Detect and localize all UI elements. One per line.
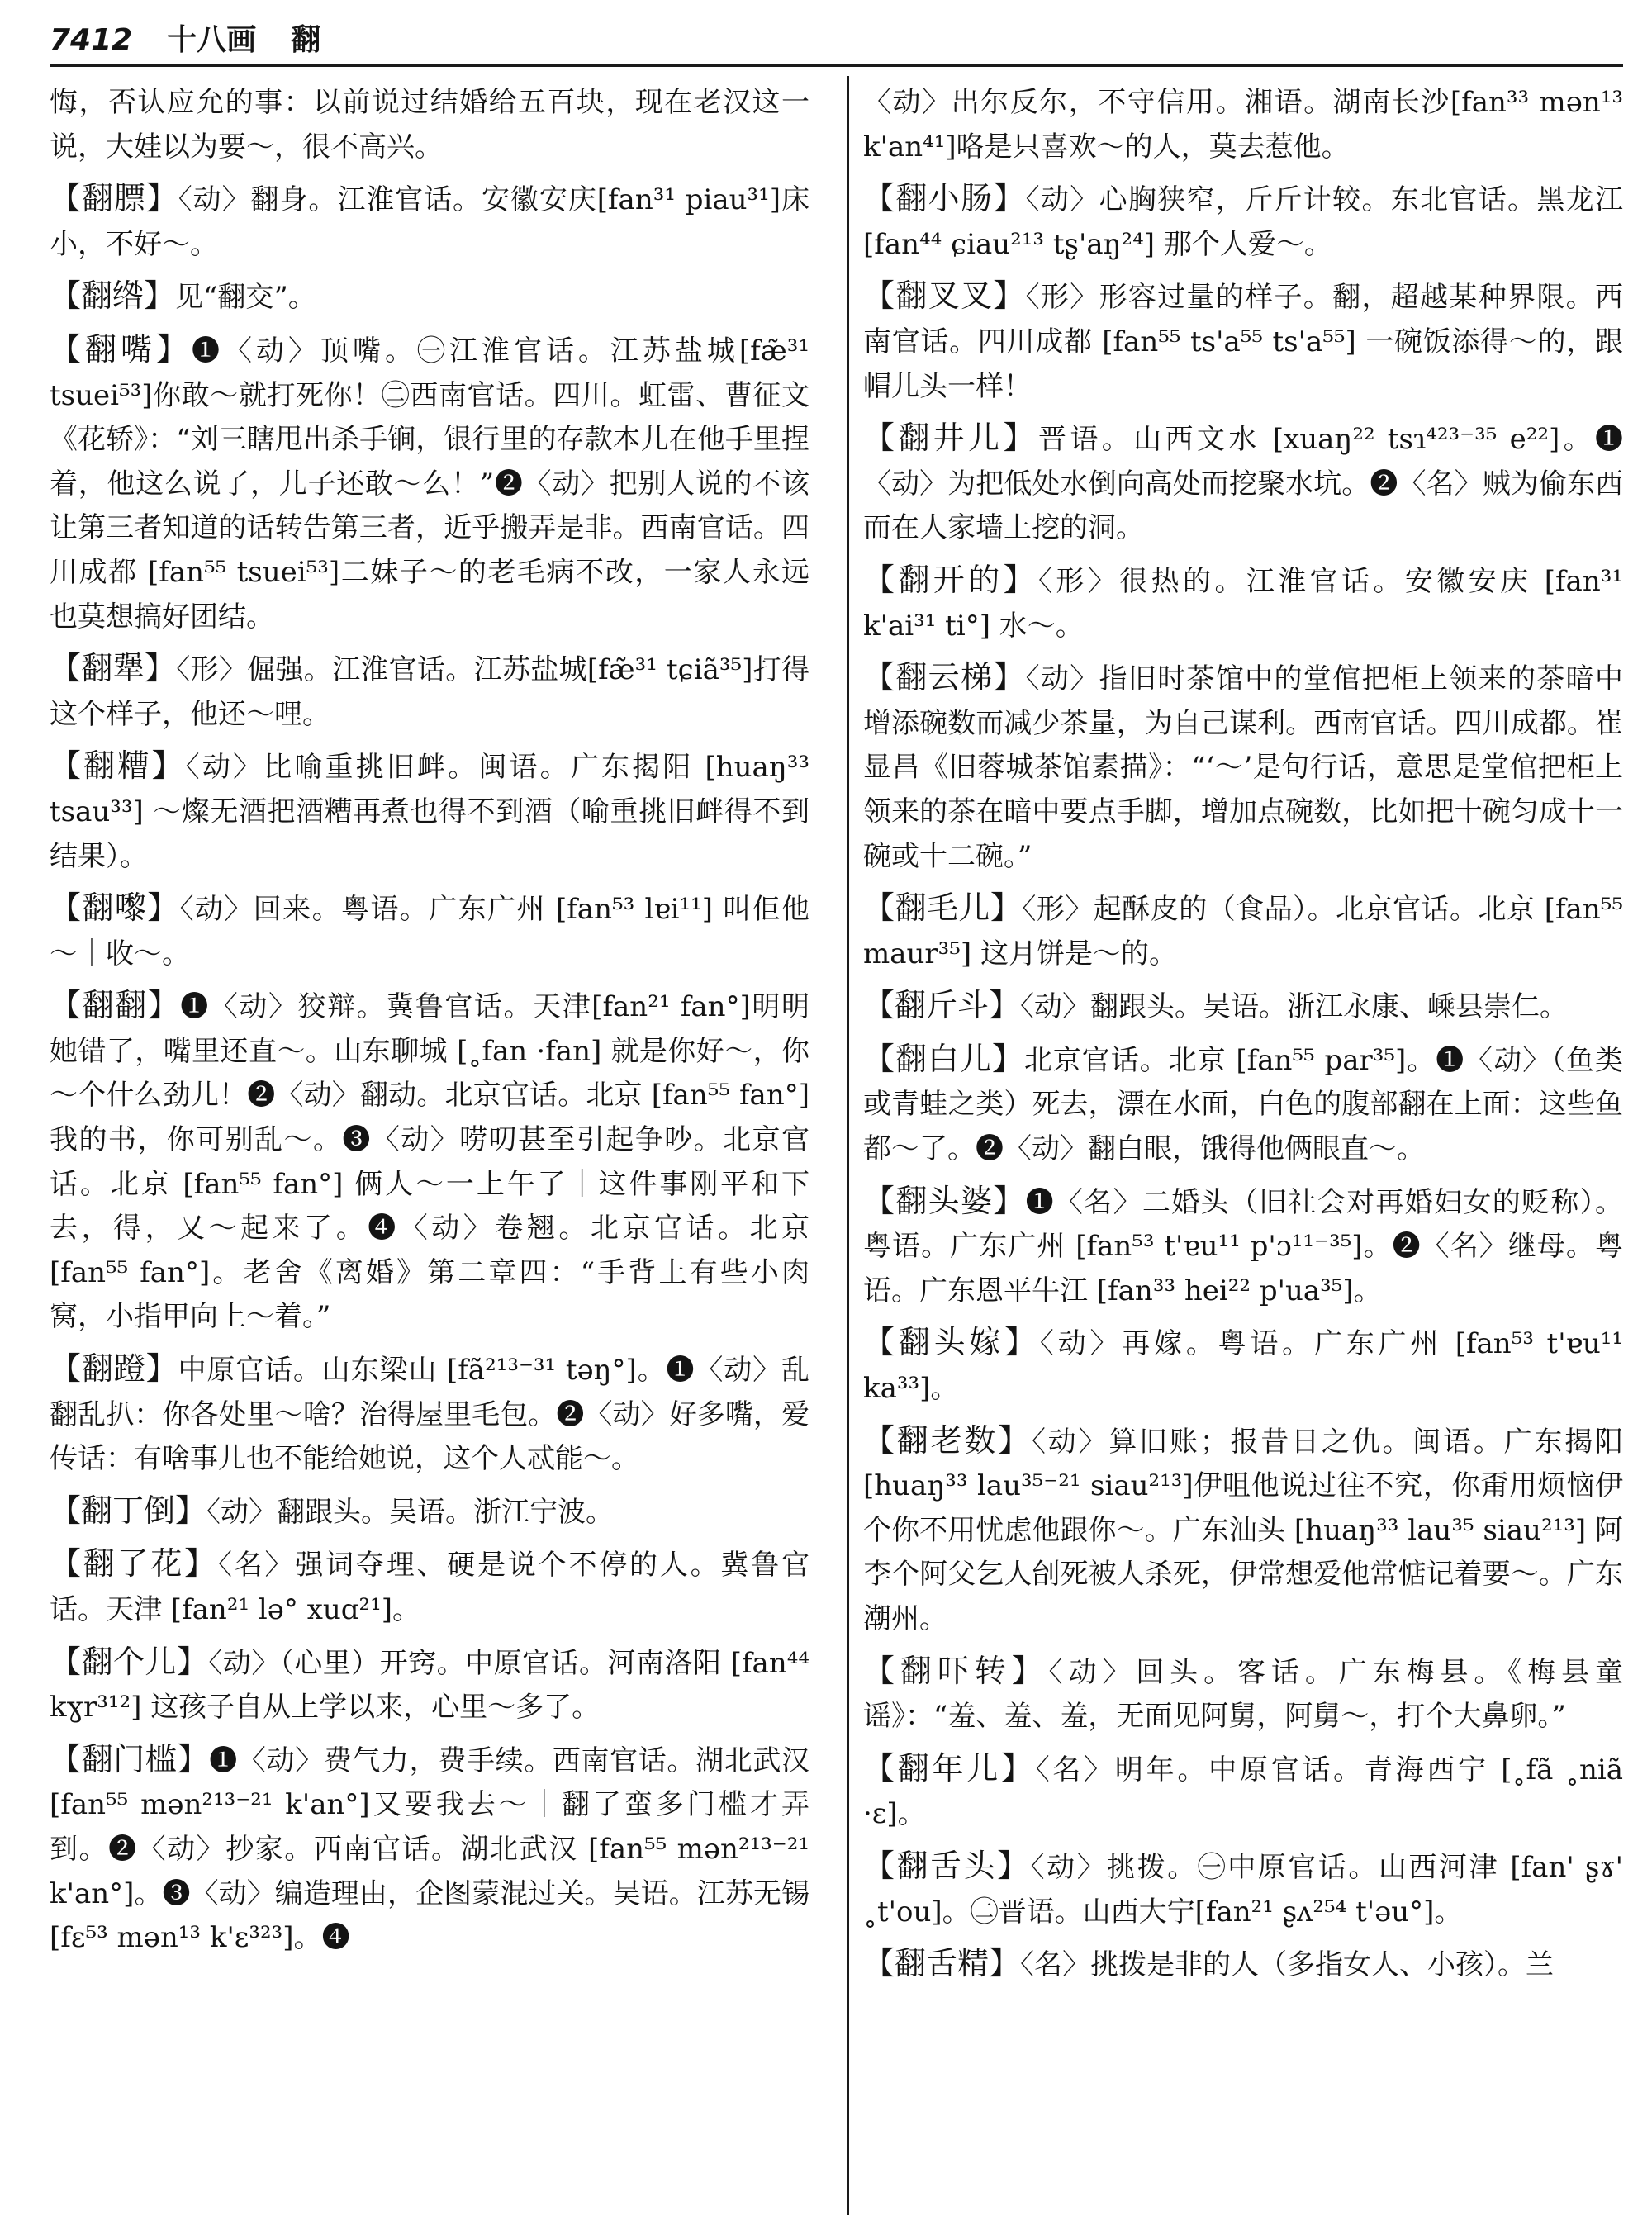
entry-headword: 【翻云梯】 [863,659,1026,696]
dictionary-entry [50,886,809,976]
dictionary-entry [863,274,1623,409]
entry-text: 〈形〉很热的。江淮官话。安徽安庆 [fan³¹ k'ai³¹ ti°] 水～。 [863,564,1623,643]
entry-text: ❶〈动〉顶嘴。㊀江淮官话。江苏盐城[fæ̃³¹ tsuei⁵³]你敢～就打死你！㊁西南官话。四川。虹雷、曹征文《花轿》：“刘三瞎甩出杀手锏，银行里的存款本儿在他手里捏着，他这么说了，儿子还敢～么！”❷〈动〉把别人说的不该让第三者知道的话转告第三者，近乎搬弄是非。西南官话。四川成都 [fan⁵⁵ tsuei⁵³]二妹子～的老毛病不改，一家人永远也莫想搞好团结。 [50,334,809,633]
entry-text: 〈动〉比喻重挑旧衅。闽语。广东揭阳 [huaŋ³³ tsau³³] ～燦无酒把酒糟再煮也得不到酒（喻重挑旧衅得不到结果）。 [50,751,809,873]
header-rule [50,64,1623,67]
dictionary-entry [50,744,809,879]
dictionary-entry [50,1489,809,1535]
dictionary-entry [50,177,809,267]
entry-text: 〈动〉出尔反尔，不守信用。湘语。湖南长沙[fan³³ mən¹³ k'an⁴¹]咯是只喜欢～的人，莫去惹他。 [863,86,1623,164]
entry-headword: 【翻丁倒】 [50,1492,207,1529]
dictionary-entry [50,647,809,737]
page-number: 7412 [50,23,133,57]
entry-text: ❶〈动〉费气力，费手续。西南官话。湖北武汉 [fan⁵⁵ mən²¹³⁻²¹ k'an°]又要我去～｜翻了蛮多门槛才弄到。❷〈动〉抄家。西南官话。湖北武汉 [fan⁵⁵ mən²¹³⁻²¹ k'an°]。❸〈动〉编造理由，企图蒙混过关。吴语。江苏无锡 [fɛ⁵³ mən¹³ k'ɛ³²³]。❹ [50,1744,809,1955]
entry-headword: 【翻斤斗】 [863,987,1021,1024]
entry-headword: 【翻白儿】 [863,1040,1024,1077]
entry-headword: 【翻开的】 [863,561,1039,598]
dictionary-entry [863,1419,1623,1642]
entry-headword: 【翻糟】 [50,747,186,785]
left-column [50,79,809,1968]
dictionary-entry [50,1347,809,1482]
entry-headword: 【翻个儿】 [50,1643,209,1680]
dictionary-entry [863,1037,1623,1172]
entry-text: ❶〈动〉狡辩。冀鲁官话。天津[fan²¹ fan°]明明她错了，嘴里还直～。山东聊城 [˳fan ·fan] 就是你好～，你～个什么劲儿！❷〈动〉翻动。北京官话。北京 [fan⁵⁵ fan°] 我的书，你可别乱～。❸〈动〉唠叨甚至引起争吵。北京官话。北京 [fan⁵⁵ fan°] 俩人～一上午了｜这件事刚平和下去，得，又～起来了。❹〈动〉卷翘。北京官话。北京 [fan⁵⁵ fan°]。老舍《离婚》第二章四：“手背上有些小肉窝，小指甲向上～着。” [50,990,809,1334]
dictionary-entry [863,558,1623,648]
dictionary-entry [863,1747,1623,1837]
entry-text: 〈动〉翻身。江淮官话。安徽安庆[fan³¹ piau³¹]床小，不好～。 [50,183,809,261]
entry-text: 〈动〉（心里）开窍。中原官话。河南洛阳 [fan⁴⁴ kɣr³¹²] 这孩子自从上学以来，心里～多了。 [50,1646,809,1725]
entry-headword: 【翻蹬】 [50,1350,178,1388]
header-character: 翻 [291,22,321,57]
entry-text: 〈动〉翻跟头。吴语。浙江永康、嵊县崇仁。 [1020,990,1569,1024]
entry-headword: 【翻老数】 [863,1421,1032,1459]
entry-headword: 【翻舌精】 [863,1945,1021,1982]
entry-text: 〈动〉回头。客话。广东梅县。《梅县童谣》：“羞、羞、羞，无面见阿舅，阿舅～，打个大鼻卵。” [863,1655,1623,1734]
dictionary-entry [863,1844,1623,1934]
entry-headword: 【翻嘴】 [50,330,192,368]
dictionary-entry [50,328,809,639]
column-divider [847,76,849,2215]
entry-text: 〈名〉挑拨是非的人（多指女人、小孩）。兰 [1020,1948,1555,1982]
dictionary-entry [863,1321,1623,1411]
dictionary-entry [50,1542,809,1632]
entry-text: 〈动〉算旧账；报昔日之仇。闽语。广东揭阳 [huaŋ³³ lau³⁵⁻²¹ siau²¹³]伊咀他说过往不究，你甭用烦恼伊个你不用忧虑他跟你～。广东汕头 [huaŋ³³ lau³⁵ siau²¹³] 阿李个阿父乞人刣死被人杀死，伊常想爱他常惦记着要～。广东潮州。 [863,1425,1623,1635]
dictionary-entry [863,79,1623,169]
entry-text: 〈动〉心胸狭窄，斤斤计较。东北官话。黑龙江 [fan⁴⁴ ɕiau²¹³ tʂ'aŋ²⁴] 那个人爱～。 [863,183,1623,261]
entry-text: 〈形〉形容过量的样子。翻，超越某种界限。西南官话。四川成都 [fan⁵⁵ ts'a⁵⁵ ts'a⁵⁵] 一碗饭添得～的，跟帽儿头一样！ [863,281,1623,403]
entry-text: 晋语。山西文水 [xuaŋ²² tsɿ⁴²³⁻³⁵ e²²]。❶〈动〉为把低处水倒向高处而挖聚水坑。❷〈名〉贼为偷东西而在人家墙上挖的洞。 [863,423,1623,545]
entry-text: 〈动〉指旧时茶馆中的堂倌把柜上领来的茶暗中增添碗数而减少茶量，为自己谋利。西南官话。四川成都。崔显昌《旧蓉城茶馆素描》：“‘～’是句行话，意思是堂倌把柜上领来的茶在暗中要点手脚，增加点碗数，比如把十碗匀成十一碗或十二碗。” [863,662,1623,873]
entry-text: 见“翻交”。 [175,281,316,315]
right-column [863,79,1623,1995]
dictionary-entry [50,274,809,320]
entry-headword: 【翻绺】 [50,278,176,315]
entry-text: 悔，否认应允的事：以前说过结婚给五百块，现在老汉这一说，大娃以为要～，很不高兴。 [50,86,809,164]
entry-headword: 【翻犟】 [50,650,177,687]
dictionary-entry [863,177,1623,267]
entry-text: 北京官话。北京 [fan⁵⁵ par³⁵]。❶〈动〉（鱼类或青蛙之类）死去，漂在水面，白色的腹部翻在上面：这些鱼都～了。❷〈动〉翻白眼，饿得他俩眼直～。 [863,1043,1623,1166]
entry-headword: 【翻膘】 [50,180,178,217]
section-label: 十八画 [167,22,257,57]
entry-headword: 【翻舌头】 [863,1847,1031,1884]
entry-text: 〈名〉强词夺理、硬是说个不停的人。冀鲁官话。天津 [fan²¹ lə° xuɑ²¹]。 [50,1549,809,1626]
dictionary-entry [863,1179,1623,1314]
dictionary-entry [863,886,1623,976]
entry-text: 〈形〉起酥皮的（食品）。北京官话。北京 [fan⁵⁵ maur³⁵] 这月饼是～的。 [863,893,1623,970]
dictionary-entry [863,656,1623,879]
entry-headword: 【翻嚟】 [50,890,180,927]
entry-text: 〈名〉明年。中原官话。青海西宁 [˳fã ˳niã ·ɛ]。 [863,1753,1623,1831]
dictionary-entry [863,1649,1623,1739]
entry-headword: 【翻头嫁】 [863,1324,1040,1361]
entry-text: 〈动〉翻跟头。吴语。浙江宁波。 [206,1495,615,1529]
entry-headword: 【翻门槛】 [50,1740,210,1777]
dictionary-entry [50,1738,809,1961]
dictionary-entry [50,1640,809,1730]
page-header [50,17,320,59]
entry-headword: 【翻井儿】 [863,420,1038,457]
entry-headword: 【翻了花】 [50,1545,218,1582]
entry-text: 〈动〉挑拨。㊀中原官话。山西河津 [fan' ʂɤ' ˳t'ou]。㊁晋语。山西大宁[fan²¹ ʂʌ²⁵⁴ t'əu°]。 [863,1850,1623,1929]
dictionary-entry [50,79,809,169]
entry-text: 〈形〉倔强。江淮官话。江苏盐城[fæ̃³¹ tɕiã³⁵]打得这个样子，他还～哩。 [50,653,809,731]
entry-text: ❶〈名〉二婚头（旧社会对再婚妇女的贬称）。粤语。广东广州 [fan⁵³ t'ɐu¹¹ p'ɔ¹¹⁻³⁵]。❷〈名〉继母。粤语。广东恩平牛江 [fan³³ hei²² p'ua³⁵]。 [863,1185,1623,1307]
entry-headword: 【翻叉叉】 [863,278,1026,315]
entry-text: 中原官话。山东梁山 [fã²¹³⁻³¹ təŋ°]。❶〈动〉乱翻乱扒：你各处里～啥？治得屋里毛包。❷〈动〉好多嘴，爱传话：有啥事儿也不能给她说，这个人忒能～。 [50,1354,809,1476]
dictionary-entry [863,984,1623,1030]
dictionary-entry [50,984,809,1340]
entry-headword: 【翻翻】 [50,987,181,1024]
dictionary-entry [863,1942,1623,1988]
entry-headword: 【翻吓转】 [863,1652,1049,1689]
entry-headword: 【翻小肠】 [863,180,1026,217]
dictionary-entry [863,416,1623,551]
entry-headword: 【翻毛儿】 [863,890,1023,927]
entry-headword: 【翻年儿】 [863,1749,1036,1786]
entry-text: 〈动〉再嫁。粤语。广东广州 [fan⁵³ t'ɐu¹¹ ka³³]。 [863,1327,1623,1406]
entry-text: 〈动〉回来。粤语。广东广州 [fan⁵³ lɐi¹¹] 叫佢他～｜收～。 [50,893,809,970]
entry-headword: 【翻头婆】 [863,1182,1026,1219]
